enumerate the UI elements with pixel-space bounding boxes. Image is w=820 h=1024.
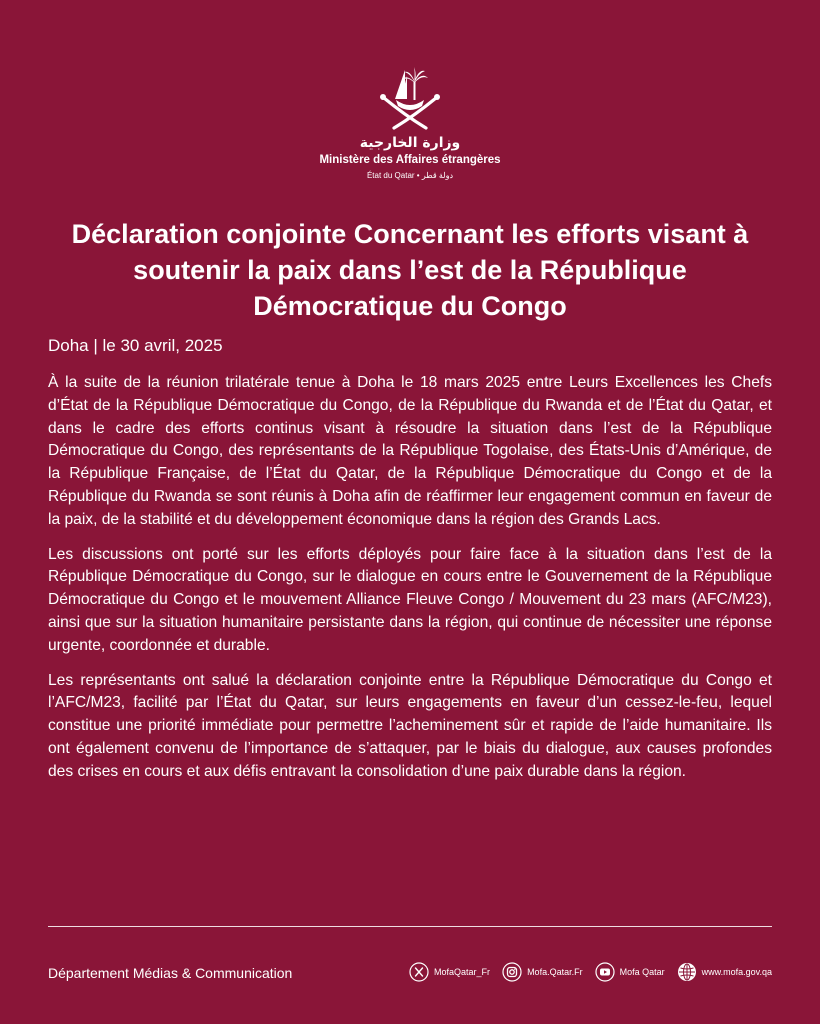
paragraph-1: À la suite de la réunion trilatérale tenue à Doha le 18 mars 2025 entre Leurs Excellences les Chefs d’État de la République Démocratique du Congo, de la République du Rwanda et de l’État du Qatar, et dans le cadre des efforts continus visant à résoudre la situation dans l’est de la République Démocratique du Congo, des représentants de la République Togolaise, des États-Unis d’Amérique, de la République Française, de l’État du Qatar, de la République Démocratique du Congo et de la République du Rwanda se sont réunis à Doha afin de réaffirmer leur engagement commun en faveur de la paix, de la stabilité et du développement économique dans la région des Grands Lacs. bbox=[48, 374, 772, 528]
social-website[interactable] bbox=[677, 962, 772, 982]
globe-icon bbox=[677, 962, 697, 982]
social-instagram-label: Mofa.Qatar.Fr bbox=[527, 967, 583, 977]
ministry-logo bbox=[0, 62, 820, 182]
statement-title: Déclaration conjointe Concernant les efforts visant à soutenir la paix dans l’est de la République Démocratique du Congo bbox=[71, 219, 749, 321]
qatar-emblem-icon bbox=[372, 62, 448, 132]
department-name: Département Médias & Communication bbox=[48, 965, 293, 981]
statement-body bbox=[48, 372, 772, 796]
paragraph-3: Les représentants ont salué la déclaration conjointe entre la République Démocratique du Congo et l’AFC/M23, facilité par l’État du Qatar, sur leurs engagements en faveur d’un cessez-le-feu, lequel constitue une priorité immédiate pour permettre l’acheminement sûr et rapide de l’aide humanitaire. Ils ont également convenu de l’importance de s’attaquer, par le biais du dialogue, aux causes profondes des crises en cours et aux défis entravant la consolidation d’une paix durable dans la région. bbox=[48, 671, 772, 780]
ministry-name-arabic: وزارة الخارجية bbox=[359, 135, 461, 151]
youtube-icon bbox=[595, 962, 615, 982]
state-separator: • bbox=[416, 171, 420, 180]
social-youtube[interactable] bbox=[595, 962, 665, 982]
social-youtube-label: Mofa Qatar bbox=[619, 967, 665, 977]
x-icon bbox=[409, 962, 429, 982]
social-links bbox=[409, 962, 772, 982]
social-website-label: www.mofa.gov.qa bbox=[701, 967, 772, 977]
paragraph-2: Les discussions ont porté sur les efforts déployés pour faire face à la situation dans l’est de la République Démocratique du Congo, sur le dialogue en cours entre le Gouvernement de la République Démocratique du Congo et le mouvement Alliance Fleuve Congo / Mouvement du 23 mars (AFC/M23), ainsi que sur la situation humanitaire persistante dans la région, qui continue de nécessiter une réponse urgente, coordonnée et durable. bbox=[48, 545, 772, 654]
social-instagram[interactable] bbox=[502, 962, 583, 982]
social-x-label: MofaQatar_Fr bbox=[434, 967, 491, 977]
state-name bbox=[0, 170, 820, 182]
instagram-icon bbox=[502, 962, 522, 982]
state-name-french: État du Qatar bbox=[366, 171, 415, 180]
state-name-arabic: دولة قطر bbox=[421, 171, 454, 180]
social-x[interactable] bbox=[409, 962, 490, 982]
ministry-name-french: Ministère des Affaires étrangères bbox=[319, 154, 501, 166]
dateline: Doha | le 30 avril, 2025 bbox=[48, 336, 223, 355]
footer-divider bbox=[48, 926, 772, 927]
